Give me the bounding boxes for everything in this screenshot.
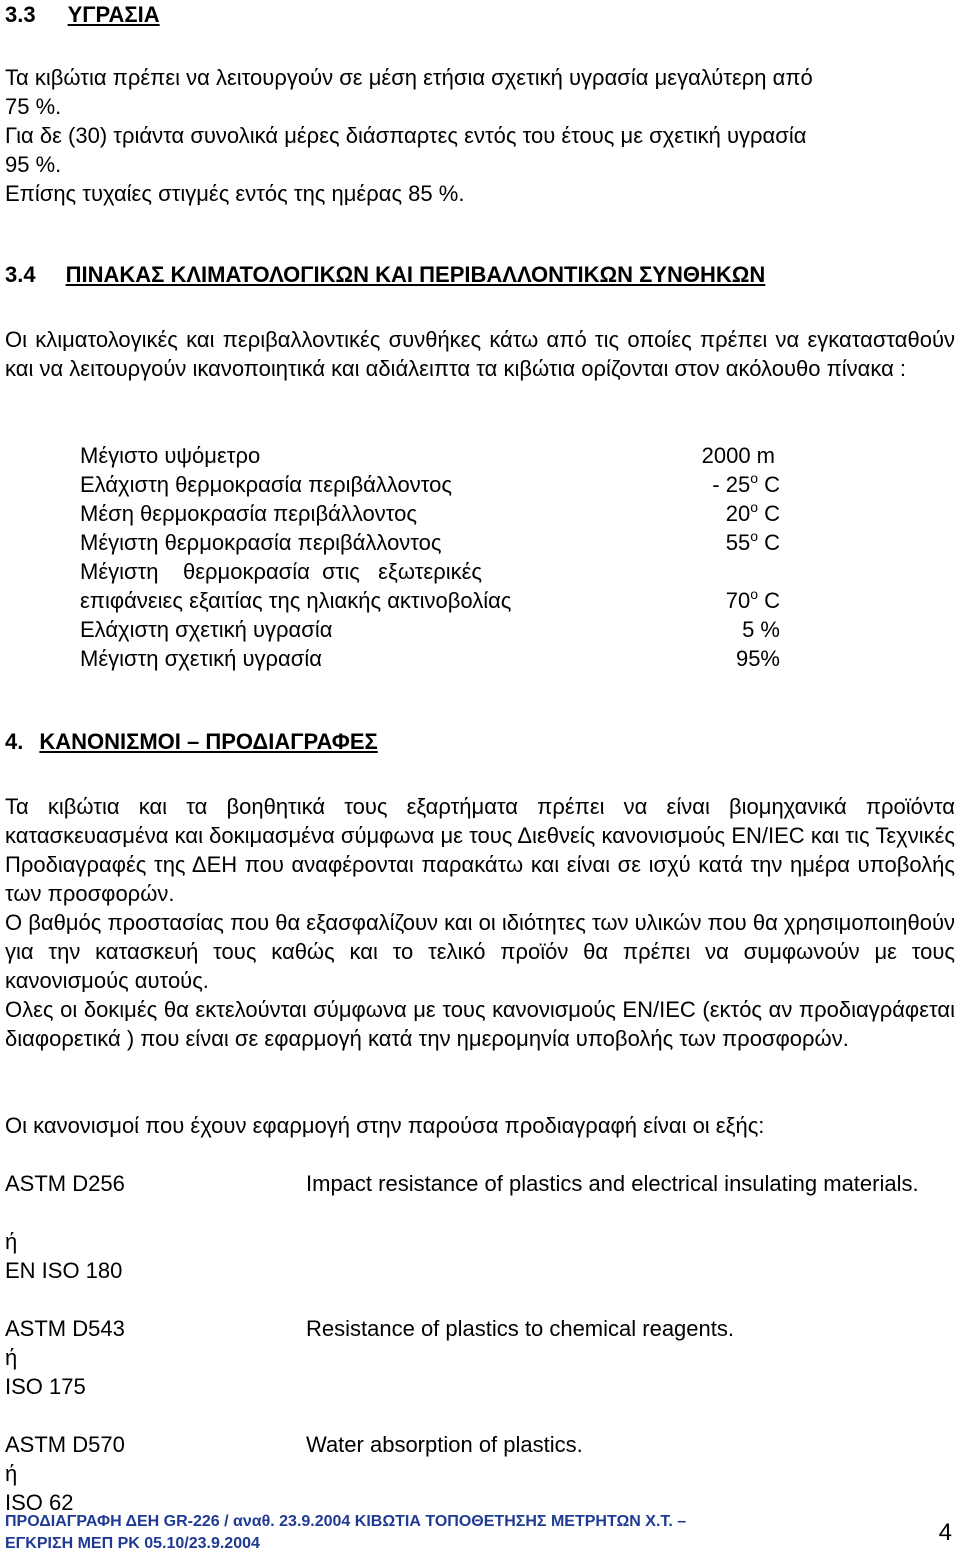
standard-or: ή — [5, 1461, 18, 1486]
row-label: επιφάνειες εξαιτίας της ηλιακής ακτινοβολίας — [80, 588, 512, 613]
regulations-paragraph-3: Ολες οι δοκιμές θα εκτελούνται σύμφωνα με τους κανονισμούς EN/IEC (εκτός αν προδιαγράφεται διαφορετικά ) που είναι σε εφαρμογή κατά την ημερομηνία υποβολής των προσφορών. — [5, 997, 955, 1051]
section-4-number: 4. — [5, 729, 24, 754]
degree-mark: o — [750, 586, 758, 602]
section-3-3-heading — [5, 0, 160, 29]
humidity-line-1: Τα κιβώτια πρέπει να λειτουργούν σε μέση ετήσια σχετική υγρασία μεγαλύτερη από — [5, 65, 813, 90]
row-value: 55$^o$ C — [725, 528, 780, 555]
standard-or: ή — [5, 1345, 18, 1370]
row-value: 20$^o$ C — [725, 499, 780, 526]
regulations-paragraph-4: Οι κανονισμοί που έχουν εφαρμογή στην παρούσα προδιαγραφή είναι οι εξής: — [5, 1113, 765, 1138]
standard-alt: EN ISO 180 — [5, 1258, 123, 1283]
page-number: 4 — [938, 1519, 952, 1546]
section-3-4-heading — [5, 260, 765, 289]
section-3-4-title: ΠΙΝΑΚΑΣ ΚΛΙΜΑΤΟΛΟΓΙΚΩΝ ΚΑΙ ΠΕΡΙΒΑΛΛΟΝΤΙΚΩΝ ΣΥΝΘΗΚΩΝ — [65, 262, 766, 287]
section-4-heading — [5, 727, 378, 756]
table-row — [80, 441, 780, 470]
degree-mark: o — [750, 470, 758, 486]
row-label: Ελάχιστη θερμοκρασία περιβάλλοντος — [80, 472, 452, 497]
standard-primary: ASTM D256 — [5, 1171, 125, 1196]
degree-mark: o — [750, 528, 758, 544]
standard-primary: ASTM D570 — [5, 1432, 125, 1457]
row-label: Μέση θερμοκρασία περιβάλλοντος — [80, 501, 417, 526]
row-label: Μέγιστο υψόμετρο — [80, 443, 261, 468]
standard-alt: ISO 175 — [5, 1374, 86, 1399]
row-value: 5 % — [742, 617, 780, 642]
humidity-line-5: Επίσης τυχαίες στιγμές εντός της ημέρας 85 %. — [5, 181, 465, 206]
conditions-intro: Οι κλιματολογικές και περιβαλλοντικές συνθήκες κάτω από τις οποίες πρέπει να εγκατασταθούν και να λειτουργούν ικανοποιητικά και αδιάλειπτα τα κιβώτια ορίζονται στον ακόλουθο πίνακα : — [5, 327, 955, 381]
row-value: - 25$^o$ C — [712, 470, 780, 497]
standard-description: Water absorption of plastics. — [306, 1432, 583, 1457]
standard-or: ή — [5, 1229, 18, 1254]
standard-primary: ASTM D543 — [5, 1316, 125, 1341]
row-label: Μέγιστη θερμοκρασία στις εξωτερικές — [80, 559, 483, 584]
table-row — [80, 470, 780, 499]
table-row — [80, 557, 780, 586]
section-3-4-number: 3.4 — [5, 262, 36, 287]
table-row — [80, 528, 780, 557]
row-value: 95% — [735, 646, 780, 671]
standard-alt: ISO 62 — [5, 1490, 74, 1515]
degree-mark: o — [750, 499, 758, 515]
section-4-title: ΚΑΝΟΝΙΣΜΟΙ – ΠΡΟΔΙΑΓΡΑΦΕΣ — [39, 729, 378, 754]
row-value: 70$^o$ C — [725, 586, 780, 613]
section-3-3-title: ΥΓΡΑΣΙΑ — [67, 2, 160, 27]
section-3-3-number: 3.3 — [5, 2, 36, 27]
table-row — [80, 644, 780, 673]
row-label: Μέγιστη σχετική υγρασία — [80, 646, 322, 671]
row-label: Μέγιστη θερμοκρασία περιβάλλοντος — [80, 530, 442, 555]
footer-line-1: ΠΡΟΔΙΑΓΡΑΦΗ ΔΕΗ GR-226 / αναθ. 23.9.2004 ΚΙΒΩΤΙΑ ΤΟΠΟΘΕΤΗΣΗΣ ΜΕΤΡΗΤΩΝ Χ.Τ. – — [5, 1513, 687, 1530]
row-value: 2000 m — [701, 443, 775, 468]
regulations-paragraph-1: Τα κιβώτια και τα βοηθητικά τους εξαρτήματα πρέπει να είναι βιομηχανικά προϊόντα κατασκευασμένα και δοκιμασμένα σύμφωνα με τους Διεθνείς κανονισμούς EN/IEC και τις Τεχνικές Προδιαγραφές της ΔΕΗ που αναφέρονται παρακάτω και είναι σε ισχύ κατά την ημέρα υποβολής των προσφορών. — [5, 794, 955, 906]
standard-description: Impact resistance of plastics and electrical insulating materials. — [306, 1171, 919, 1196]
humidity-line-4: 95 %. — [5, 152, 62, 177]
table-row — [80, 615, 780, 644]
standard-description: Resistance of plastics to chemical reagents. — [306, 1316, 734, 1341]
regulations-paragraph-2: Ο βαθμός προστασίας που θα εξασφαλίζουν και οι ιδιότητες των υλικών που θα χρησιμοποιηθούν για την κατασκευή τους καθώς και το τελικό προϊόν θα πρέπει να συμφωνούν με τους κανονισμούς αυτούς. — [5, 910, 955, 993]
footer-line-2: ΕΓΚΡΙΣΗ ΜΕΠ ΡΚ 05.10/23.9.2004 — [5, 1535, 260, 1552]
humidity-line-3: Για δε (30) τριάντα συνολικά μέρες διάσπαρτες εντός του έτους με σχετική υγρασία — [5, 123, 807, 148]
row-label: Ελάχιστη σχετική υγρασία — [80, 617, 333, 642]
table-row — [80, 499, 780, 528]
table-row — [80, 586, 780, 615]
humidity-line-2: 75 %. — [5, 94, 62, 119]
